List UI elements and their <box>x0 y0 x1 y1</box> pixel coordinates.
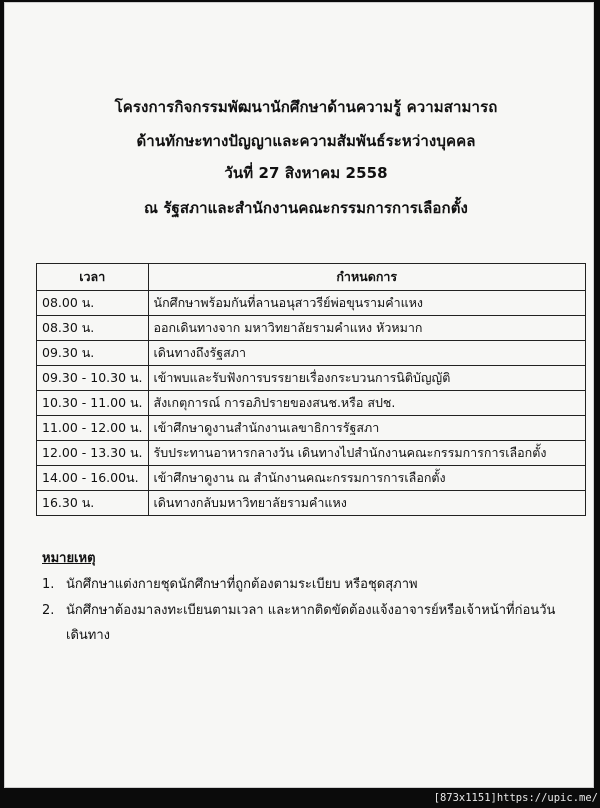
table-row <box>37 416 586 441</box>
time-cell: 08.00 น. <box>37 291 149 316</box>
activity-cell: รับประทานอาหารกลางวัน เดินทางไปสำนักงานคณะกรรมการการเลือกตั้ง <box>148 441 585 466</box>
note-text: นักศึกษาต้องมาลงทะเบียนตามเวลา และหากติดขัดต้องแจ้งอาจารย์หรือเจ้าหน้าที่ก่อนวัน <box>66 603 556 618</box>
time-cell: 10.30 - 11.00 น. <box>37 391 149 416</box>
title-date: วันที่ 27 สิงหาคม 2558 <box>224 164 388 182</box>
note-number: 1. <box>42 577 55 592</box>
activity-cell: เข้าพบและรับฟังการบรรยายเรื่องกระบวนการนิติบัญญัติ <box>148 366 585 391</box>
note-text-continued: เดินทาง <box>66 628 110 643</box>
title-line-2: ด้านทักษะทางปัญญาและความสัมพันธ์ระหว่างบุคคล <box>136 132 476 150</box>
activity-cell: ออกเดินทางจาก มหาวิทยาลัยรามคำแหง หัวหมาก <box>148 316 585 341</box>
table-row <box>37 341 586 366</box>
table-row <box>37 366 586 391</box>
activity-cell: เดินทางถึงรัฐสภา <box>148 341 585 366</box>
column-header-time: เวลา <box>37 264 149 291</box>
time-cell: 08.30 น. <box>37 316 149 341</box>
activity-cell: นักศึกษาพร้อมกันที่ลานอนุสาวรีย์พ่อขุนรามคำแหง <box>148 291 585 316</box>
table-row <box>37 491 586 516</box>
table-row <box>37 441 586 466</box>
activity-cell: สังเกตุการณ์ การอภิปรายของสนช.หรือ สปช. <box>148 391 585 416</box>
table-row <box>37 466 586 491</box>
activity-cell: เข้าศึกษาดูงาน ณ สำนักงานคณะกรรมการการเลือกตั้ง <box>148 466 585 491</box>
time-cell: 11.00 - 12.00 น. <box>37 416 149 441</box>
note-item-1 <box>42 573 418 594</box>
table-row <box>37 391 586 416</box>
schedule-table <box>36 263 586 516</box>
activity-cell: เข้าศึกษาดูงานสำนักงานเลขาธิการรัฐสภา <box>148 416 585 441</box>
note-number: 2. <box>42 603 55 618</box>
note-item-2 <box>42 599 555 620</box>
time-cell: 14.00 - 16.00น. <box>37 466 149 491</box>
time-cell: 12.00 - 13.30 น. <box>37 441 149 466</box>
activity-cell: เดินทางกลับมหาวิทยาลัยรามคำแหง <box>148 491 585 516</box>
table-row <box>37 291 586 316</box>
column-header-activity: กำหนดการ <box>148 264 585 291</box>
time-cell: 16.30 น. <box>37 491 149 516</box>
time-cell: 09.30 - 10.30 น. <box>37 366 149 391</box>
image-host-watermark: [873x1151]https://upic.me/ <box>433 792 598 804</box>
title-location: ณ รัฐสภาและสำนักงานคณะกรรมการการเลือกตั้ง <box>144 199 468 217</box>
document-page <box>4 2 594 788</box>
note-text: นักศึกษาแต่งกายชุดนักศึกษาที่ถูกต้องตามระเบียบ หรือชุดสุภาพ <box>66 577 418 592</box>
notes-heading: หมายเหตุ <box>42 551 96 566</box>
table-row <box>37 316 586 341</box>
time-cell: 09.30 น. <box>37 341 149 366</box>
schedule-header-row <box>37 264 586 291</box>
title-line-1: โครงการกิจกรรมพัฒนานักศึกษาด้านความรู้ ความสามารถ <box>114 98 498 116</box>
